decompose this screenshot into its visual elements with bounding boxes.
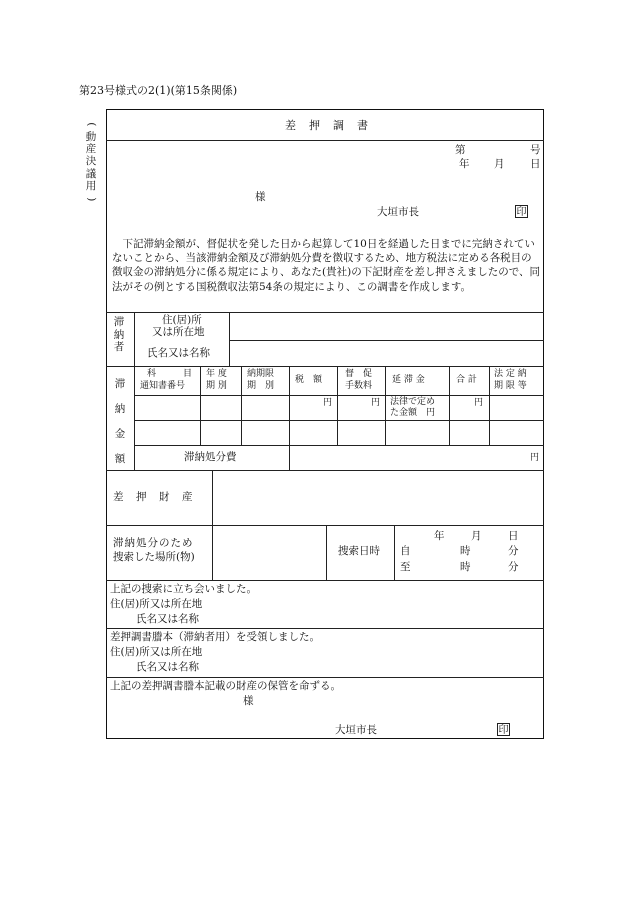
receipt-text: 差押調書謄本（滞納者用）を受領しました。 — [110, 631, 320, 643]
col-fee-2: 手数料 — [345, 381, 373, 391]
seized-property-label: 差 押 財 産 — [113, 491, 194, 503]
witness-text: 上記の捜索に立ち会いました。 — [110, 583, 257, 595]
col-late-fee: 延 滞 金 — [392, 375, 425, 385]
divider — [106, 580, 544, 581]
side-label-char: 産 — [85, 143, 97, 156]
divider — [449, 366, 450, 445]
receipt-address: 住(居)所又は所在地 — [110, 646, 203, 658]
col-notice-number: 通知書番号 — [140, 381, 186, 391]
date-day: 日 — [530, 158, 541, 170]
tax-yen: 円 — [323, 398, 333, 408]
divider — [134, 420, 544, 421]
address-label: 住(居)所 — [162, 314, 202, 326]
col-total: 合 計 — [456, 375, 477, 385]
divider — [106, 366, 544, 367]
divider — [289, 366, 290, 470]
witness-address: 住(居)所又は所在地 — [110, 598, 203, 610]
date-year: 年 — [459, 158, 470, 170]
side-label-char: 用 — [85, 180, 97, 193]
side-label-char: 決 — [85, 155, 97, 167]
seal-mark: 印 — [516, 207, 527, 218]
date-month: 月 — [494, 158, 505, 170]
side-label — [84, 118, 98, 156]
total-yen: 円 — [474, 398, 484, 408]
custody-text: 上記の差押調書謄本記載の財産の保管を命ずる。 — [110, 680, 341, 692]
addressee-sama: 様 — [255, 191, 266, 203]
doc-number-gou: 号 — [530, 144, 541, 156]
custody-issuer: 大垣市長 — [335, 724, 377, 736]
divider — [212, 470, 213, 580]
witness-name: 氏名又は名称 — [136, 613, 199, 625]
divider — [134, 395, 544, 396]
side-label-char: 議 — [85, 167, 97, 180]
divider — [106, 140, 544, 141]
divider — [394, 525, 395, 580]
disposal-fee-label: 滞納処分費 — [184, 451, 237, 463]
body-text: 下記滞納金額が、督促状を発した日から起算して10日を経過した日までに完納されていないことから、当該滞納金額及び滞納処分費を徴収するため、地方税法に定める各税目の徴収金の滞納処分に係る規定により、あなた(貴社)の下記財産を差し押さえましたので、同法がその例とする国税徴収法第54条の規定により、この調書を作成します。 — [112, 238, 540, 293]
taxpayer-label: 滞 納 者 — [113, 316, 125, 354]
divider — [489, 366, 490, 445]
divider — [106, 312, 544, 313]
search-from-hour: 時 — [460, 545, 471, 557]
divider — [229, 312, 230, 366]
search-place-label-2: 捜索した場所(物) — [113, 551, 195, 563]
side-label-b — [84, 155, 98, 205]
col-period: 期 別 — [206, 381, 227, 391]
col-fee: 督 促 — [345, 369, 373, 379]
doc-number-dai: 第 — [455, 144, 466, 156]
divider — [106, 677, 544, 678]
search-to: 至 — [400, 561, 411, 573]
divider — [106, 470, 544, 471]
divider — [200, 366, 201, 445]
side-label-char: 動 — [85, 130, 97, 143]
address-label-2: 又は所在地 — [152, 326, 205, 338]
col-legal-2: 期 限 等 — [494, 381, 527, 391]
divider — [385, 366, 386, 445]
divider — [134, 445, 544, 446]
search-to-minute: 分 — [508, 561, 519, 573]
divider — [106, 525, 544, 526]
col-legal: 法 定 納 — [494, 369, 527, 379]
search-datetime-label: 捜索日時 — [338, 545, 380, 557]
col-due-period: 期 別 — [247, 381, 275, 391]
search-day: 日 — [508, 530, 519, 542]
search-year: 年 — [434, 530, 445, 542]
receipt-name: 氏名又は名称 — [136, 661, 199, 673]
late-note: 法律で定め — [390, 397, 436, 407]
issuer-name: 大垣市長 — [377, 206, 419, 218]
form-title: 差 押 調 書 — [285, 119, 369, 132]
form-number: 第23号様式の2(1)(第15条関係) — [79, 84, 238, 97]
search-place-label: 滞納処分のため — [113, 537, 194, 549]
fee-yen: 円 — [371, 398, 381, 408]
search-from: 自 — [400, 545, 411, 557]
col-item: 科 目 — [147, 369, 193, 379]
search-from-minute: 分 — [508, 545, 519, 557]
seizure-form — [106, 109, 544, 739]
disposal-fee-yen: 円 — [530, 453, 540, 463]
name-label: 氏名又は名称 — [147, 347, 210, 359]
col-due: 納期限 — [247, 369, 275, 379]
col-year: 年 度 — [206, 369, 227, 379]
divider — [326, 525, 327, 580]
divider — [134, 312, 135, 470]
custody-sama: 様 — [243, 695, 254, 707]
divider — [106, 628, 544, 629]
search-month: 月 — [471, 530, 482, 542]
search-to-hour: 時 — [460, 561, 471, 573]
side-label-close: ) — [85, 197, 98, 202]
divider — [229, 340, 544, 341]
custody-seal: 印 — [498, 725, 509, 736]
divider — [241, 366, 242, 445]
late-note-2: た金額 円 — [390, 408, 436, 418]
side-label-open: ( — [85, 122, 98, 127]
col-tax: 税 額 — [295, 375, 323, 385]
arrears-label: 滞 納 金 額 — [114, 378, 126, 465]
divider — [337, 366, 338, 445]
